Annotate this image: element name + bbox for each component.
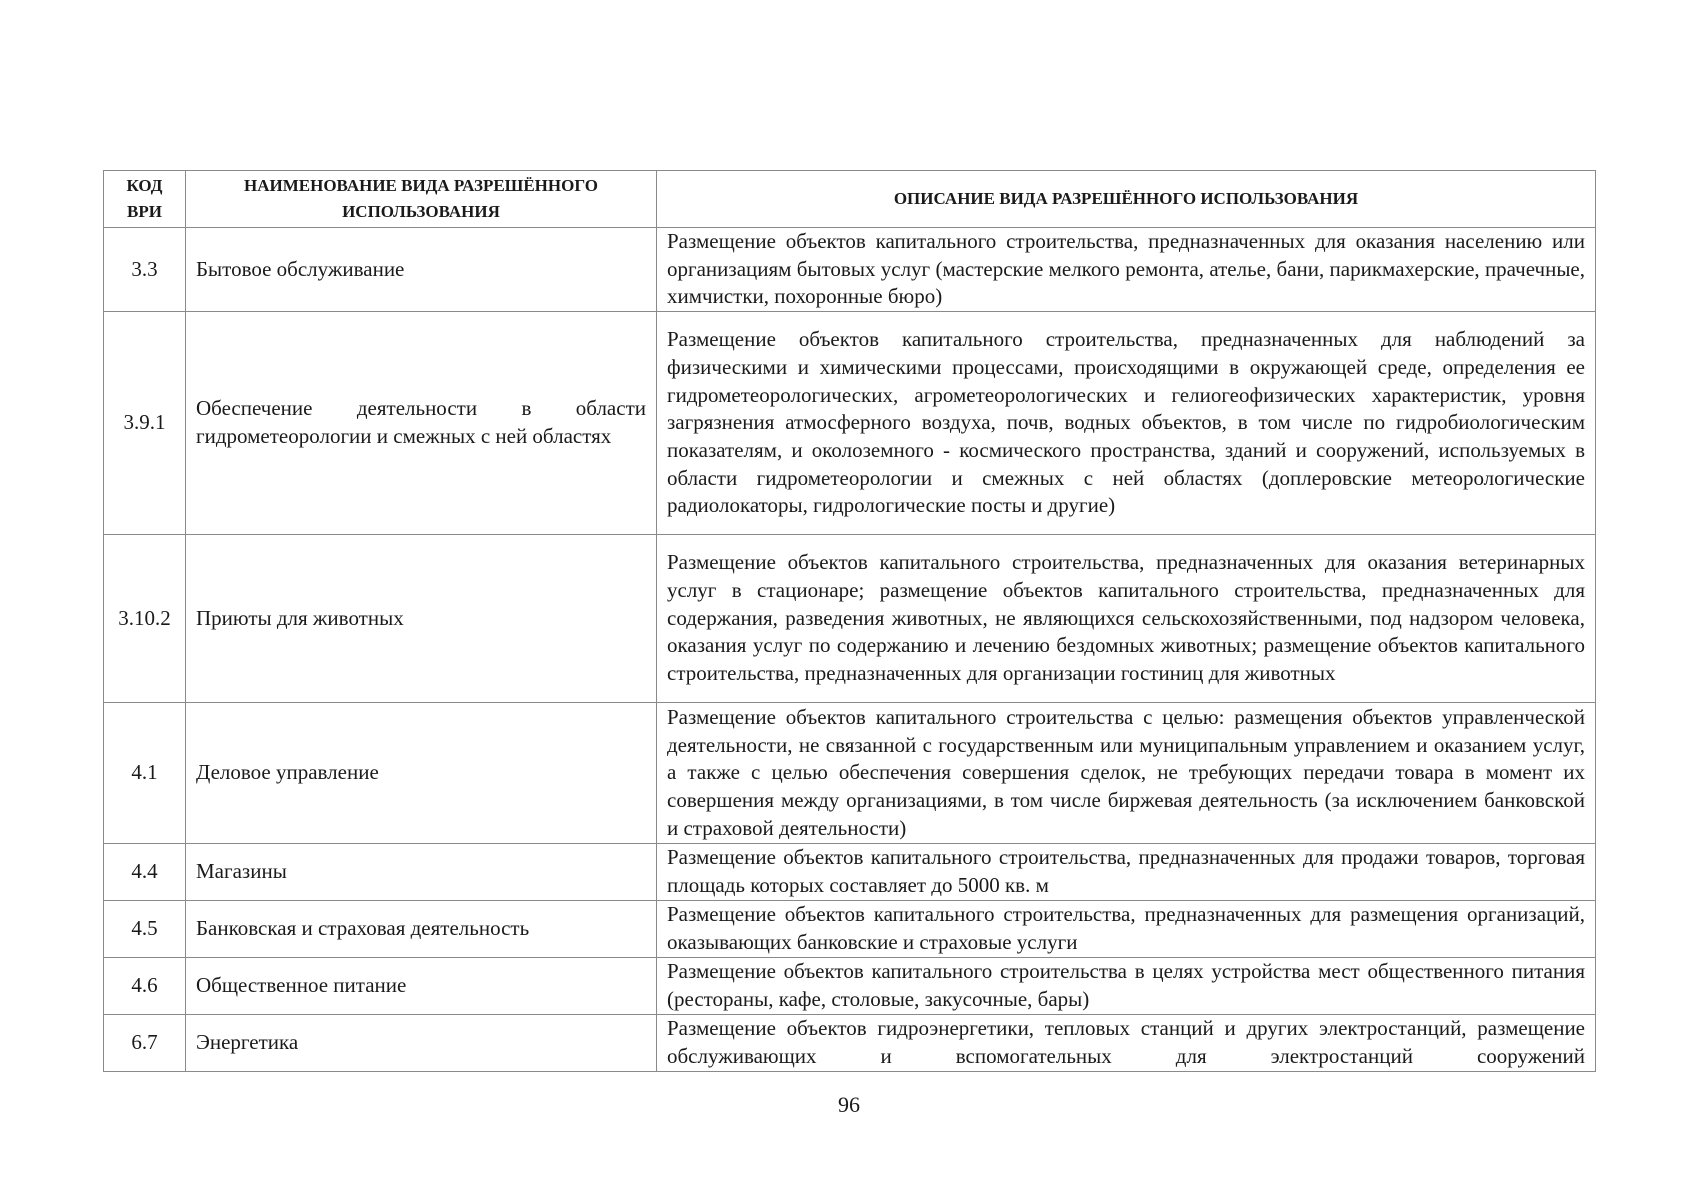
- row-description: Размещение объектов капитального строительства, предназначенных для оказания ветеринарных услуг в стационаре; размещение объектов капитального строительства, предназначенных для содержания, разведения животных, не являющихся сельскохозяйственными, под надзором человека, оказания услуг по содержанию и лечению бездомных животных; размещение объектов капитального строительства, предназначенных для организации гостиниц для животных: [657, 535, 1596, 703]
- row-code: 4.1: [104, 703, 186, 844]
- row-name: Банковская и страховая деятельность: [186, 901, 657, 958]
- row-name: Магазины: [186, 844, 657, 901]
- header-code: КОД ВРИ: [104, 171, 186, 228]
- row-code: 3.9.1: [104, 312, 186, 535]
- row-code: 6.7: [104, 1015, 186, 1072]
- row-code: 3.10.2: [104, 535, 186, 703]
- row-code: 4.5: [104, 901, 186, 958]
- row-description: Размещение объектов капитального строительства с целью: размещения объектов управленческой деятельности, не связанной с государственным или муниципальным управлением и оказанием услуг, а также с целью обеспечения совершения сделок, не требующих передачи товара в момент их совершения между организациями, в том числе биржевая деятельность (за исключением банковской и страховой деятельности): [657, 703, 1596, 844]
- table-row: [104, 703, 1596, 844]
- row-code: 4.6: [104, 958, 186, 1015]
- table-row: [104, 312, 1596, 535]
- table-row: [104, 958, 1596, 1015]
- header-name: НАИМЕНОВАНИЕ ВИДА РАЗРЕШЁННОГО ИСПОЛЬЗОВАНИЯ: [186, 171, 657, 228]
- row-name: Энергетика: [186, 1015, 657, 1072]
- page-number: 96: [838, 1092, 860, 1117]
- table-row: [104, 844, 1596, 901]
- header-description: ОПИСАНИЕ ВИДА РАЗРЕШЁННОГО ИСПОЛЬЗОВАНИЯ: [657, 171, 1596, 228]
- row-description: Размещение объектов капитального строительства, предназначенных для наблюдений за физическими и химическими процессами, происходящими в окружающей среде, определения ее гидрометеорологических, агрометеорологических и гелиогеофизических характеристик, уровня загрязнения атмосферного воздуха, почв, водных объектов, в том числе по гидробиологическим показателям, и околоземного - космического пространства, зданий и сооружений, используемых в области гидрометеорологии и смежных с ней областях (доплеровские метеорологические радиолокаторы, гидрологические посты и другие): [657, 312, 1596, 535]
- table-row: [104, 901, 1596, 958]
- row-code: 3.3: [104, 228, 186, 312]
- row-description: Размещение объектов капитального строительства, предназначенных для размещения организаций, оказывающих банковские и страховые услуги: [657, 901, 1596, 958]
- row-description: Размещение объектов капитального строительства, предназначенных для продажи товаров, торговая площадь которых составляет до 5000 кв. м: [657, 844, 1596, 901]
- table-row: [104, 228, 1596, 312]
- table-header-row: [104, 171, 1596, 228]
- row-description: Размещение объектов гидроэнергетики, тепловых станций и других электростанций, размещение обслуживающих и вспомогательных для электростанций сооружений: [657, 1015, 1596, 1072]
- row-name: Обеспечение деятельности в области гидрометеорологии и смежных с ней областях: [186, 312, 657, 535]
- row-name: Общественное питание: [186, 958, 657, 1015]
- row-description: Размещение объектов капитального строительства, предназначенных для оказания населению или организациям бытовых услуг (мастерские мелкого ремонта, ателье, бани, парикмахерские, прачечные, химчистки, похоронные бюро): [657, 228, 1596, 312]
- row-name: Бытовое обслуживание: [186, 228, 657, 312]
- row-name: Приюты для животных: [186, 535, 657, 703]
- table-row: [104, 1015, 1596, 1072]
- row-name: Деловое управление: [186, 703, 657, 844]
- table-row: [104, 535, 1596, 703]
- row-code: 4.4: [104, 844, 186, 901]
- permitted-use-table: [103, 170, 1596, 1072]
- row-description: Размещение объектов капитального строительства в целях устройства мест общественного питания (рестораны, кафе, столовые, закусочные, бары): [657, 958, 1596, 1015]
